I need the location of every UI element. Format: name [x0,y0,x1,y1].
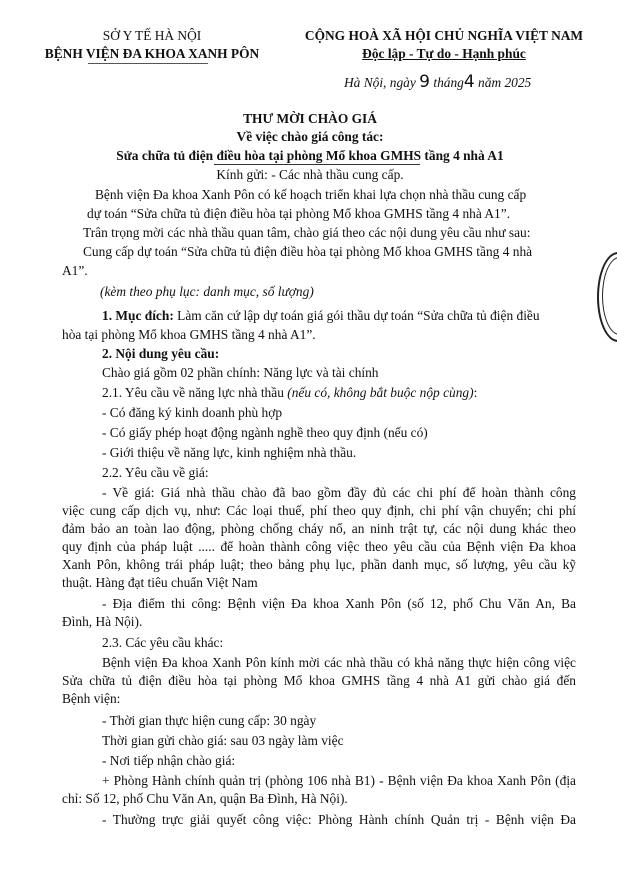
date-year: năm 2025 [478,75,532,90]
submission-time: Thời gian gửi chào giá: sau 03 ngày làm việc [102,733,344,748]
date-month: 4 [463,72,475,92]
department-name: SỞ Y TẾ HÀ NỘI [102,28,202,43]
requirements-parts: Chào giá gồm 02 phần chính: Năng lực và tài chính [102,365,379,380]
price-line: quy định của pháp luật ..... để hoàn thành công việc theo yêu cầu của Bệnh viện Đa khoa [62,539,576,554]
date-month-label: tháng [433,75,464,90]
recipient: Kính gửi: - Các nhà thầu cung cấp. [216,167,404,182]
capability-item: - Có giấy phép hoạt động ngành nghề theo quy định (nếu có) [102,425,428,440]
invite-text: Trân trọng mời các nhà thầu quan tâm, chào giá theo các nội dung yêu cầu như sau: [83,225,531,240]
hospital-name: BỆNH VIỆN ĐA KHOA XANH PÔN [44,46,260,61]
attachment-note: (kèm theo phụ lục: danh mục, số lượng) [100,284,314,299]
price-line: việc cung cấp dịch vụ, như: Các loại thuế, phí theo quy định, chi phí vận chuyển; chi phí [62,503,576,518]
receive-label: - Nơi tiếp nhận chào giá: [102,753,236,768]
letter-subject: Về việc chào giá công tác: [236,129,384,144]
other-line: Sửa chữa tủ điện điều hòa tại phòng Mổ khoa GMHS tầng 4 nhà A1 gửi chào giá đến [62,673,576,688]
stamp-seal-icon [597,252,617,342]
section-2-2-label: 2.2. Yêu cầu về giá: [102,465,209,480]
site-line-1: - Địa điểm thi công: Bệnh viện Đa khoa Xanh Pôn (số 12, phố Chu Văn An, Ba [102,596,576,611]
intro-line-1: Bệnh viện Đa khoa Xanh Pôn có kế hoạch triển khai lựa chọn nhà thầu cung cấp [95,187,527,202]
header-left-underline [88,63,208,64]
price-line: thuật. Hàng đạt tiêu chuẩn Việt Nam [62,575,258,590]
section-2-1-label: 2.1. Yêu cầu về năng lực nhà thầu [102,385,284,400]
date-day: 9 [419,72,430,92]
capability-item: - Giới thiệu về năng lực, kinh nghiệm nhà thầu. [102,445,357,460]
country-name: CỘNG HOÀ XÃ HỘI CHỦ NGHĨA VIỆT NAM [304,28,584,43]
price-line: đảm bảo an toàn lao động, phòng chống cháy nổ, an ninh trật tự, các nội dung khác theo [62,521,576,536]
receive-line-1: + Phòng Hành chính quản trị (phòng 106 nhà B1) - Bệnh viện Đa khoa Xanh Pôn (địa [102,773,576,788]
section-2-3-label: 2.3. Các yêu cầu khác: [102,635,224,650]
duty-line: - Thường trực giải quyết công việc: Phòng Hành chính Quản trị - Bệnh viện Đa [102,812,576,827]
subject-underline [214,164,420,165]
supply-line-1: Cung cấp dự toán “Sửa chữa tủ điện điều hòa tại phòng Mổ khoa GMHS tầng 4 nhà [83,244,533,259]
purpose-label: 1. Mục đích: [102,308,174,323]
section-2-1 [102,384,477,401]
letter-subject-detail: Sửa chữa tủ điện điều hòa tại phòng Mổ khoa GMHS tầng 4 nhà A1 [116,148,504,163]
supply-line-2: A1”. [62,263,88,278]
price-line: - Về giá: Giá nhà thầu chào đã bao gồm đầy đủ các chi phí để hoàn thành công [102,485,576,500]
purpose-text: Làm căn cứ lập dự toán giá gói thầu dự toán “Sửa chữa tủ điện điều [177,308,540,323]
purpose-line-2: hòa tại phòng Mổ khoa GMHS tầng 4 nhà A1”. [62,327,316,342]
duration: - Thời gian thực hiện cung cấp: 30 ngày [102,713,317,728]
capability-item: - Có đăng ký kinh doanh phù hợp [102,405,283,420]
date-prefix: Hà Nội, ngày [344,75,416,90]
section-2-1-colon: : [473,385,478,400]
purpose-line-1 [102,307,540,324]
intro-line-2: dự toán “Sửa chữa tủ điện điều hòa tại phòng Mổ khoa GMHS tầng 4 nhà A1”. [87,206,511,221]
motto: Độc lập - Tự do - Hạnh phúc [362,46,526,61]
section-2-1-note: (nếu có, không bắt buộc nộp cùng) [287,385,474,400]
other-line: Bệnh viện Đa khoa Xanh Pôn kính mời các nhà thầu có khả năng thực hiện công việc [102,655,576,670]
site-line-2: Đình, Hà Nội). [62,614,143,629]
other-line: Bệnh viện: [62,691,121,706]
requirements-heading: 2. Nội dung yêu cầu: [102,346,220,361]
letter-title: THƯ MỜI CHÀO GIÁ [243,111,377,126]
receive-line-2: chỉ: Số 12, phố Chu Văn An, quận Ba Đình, Hà Nội). [62,791,348,806]
price-line: Xanh Pôn, không trái pháp luật; theo bảng phụ lục, phần danh mục, số lượng, yêu cầu kỹ [62,557,576,572]
date-line [344,74,531,91]
